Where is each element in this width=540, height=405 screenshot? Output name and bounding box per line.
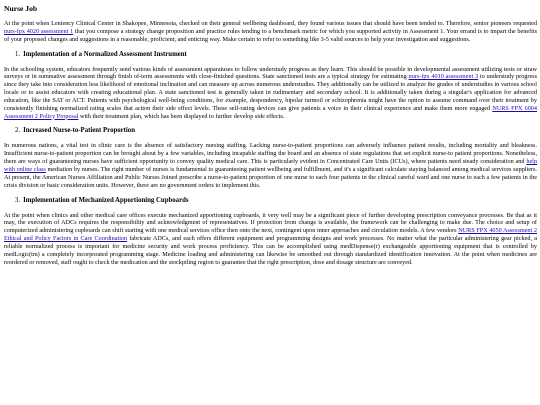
link-nurs-fpx-4050-assessment-2[interactable]: NURS FPX 4050 Assessment 2 Ethical and Policy Factors in Care Coordination bbox=[4, 227, 537, 243]
section-heading-text: Increased Nurse-to-Patient Proportion bbox=[23, 127, 135, 135]
paragraph-text: with their treatment plan, which has been displayed to further develop side effects. bbox=[78, 112, 285, 120]
link-nurs-fpx-4010-assessment-3[interactable]: nurs-fpx 4010 assessment 3 bbox=[408, 73, 479, 81]
section-3-heading bbox=[15, 197, 537, 205]
paragraph-text: to understudy progress since they take into consideration less likelihood of emotional inclination and can measure up across numerous understudies. They additionally can be utilized to analyze the grades of understudies in various school locale or to assist educators with creating educational plan. A state sanctioned test is generally taken in rudimentary and secondary school. It is additionally taken during a singular's application for advanced education, like the SAT or ACT. Patients with psychological well-being conditions, for example, despondency, bipolar turmoil or schizophrenia might have the option to assume command over their treatment by consistently finishing normalized rating scales that action their side effect levels. These self-rating devices can give patients a voice in their clinical experience and make them more engaged bbox=[4, 73, 538, 112]
paragraph-text: In numerous nations, a vital test in clinic care is the absence of satisfactory nursing staffing. Lacking nurse-to-patient proportions can adversely influence patient results, including mortality and bleakness. Insufficient nurse-to-patient proportion can be brought about by a few variables, including incapable staffing the board and an absence of state regulations that set explicit nurse-to patient proportions. Nonetheless, there are ways of guaranteeing nurses have sufficient opportunity to convey quality medical care. This is particularly evident in Concentrated Care Units (ICUs), where patients need steady consideration and bbox=[4, 142, 537, 166]
intro-text: that you compose a strategy change proposition and practice rules tending to a benchmark metric for which you supported activity in Assessment 1. Your errand is to impart the benefits of your proposed changes and suggestions in a reasonable, proficient, and enticing way. Make certain to refer to something like 3-5 valid sources to help your investigation and suggestions. bbox=[4, 27, 537, 43]
section-2-heading bbox=[15, 127, 537, 135]
section-1-paragraph bbox=[4, 66, 537, 121]
paragraph-text: mediation by nurses. The right number of nurses is fundamental to guaranteeing patient wellbeing and fulfillment, and it's a significant calculate staying balanced among medical services suppliers. At present, the American Nurses Affiliation and Public Nurses Joined prescribe a nurse-to-patient proportion of one nurse to each four patients in the clinical careful ward and one nurse to each a few patients in the crisis division or basic consideration units. However, there are no government orders to implement this. bbox=[4, 165, 537, 189]
link-nurs-fpx-6004-assessment-2[interactable]: NURS FPX 6004 Assessment 2 Policy Proposal bbox=[4, 104, 537, 120]
link-help-with-online-class[interactable]: help with online class bbox=[4, 158, 537, 173]
section-number: 3. bbox=[15, 196, 21, 204]
section-1-heading bbox=[15, 51, 537, 59]
section-2-paragraph bbox=[4, 142, 537, 189]
intro-text: At the point when Leniency Clinical Center in Shakopee, Minnesota, checked on their general wellbeing dashboard, they found various issues that should have been tended to. Therefore, senior pioneers requested bbox=[4, 20, 537, 27]
link-nurs-fpx-4020-assessment-1[interactable]: nurs-fpx 4020 assessment 1 bbox=[4, 27, 74, 35]
intro-paragraph bbox=[4, 20, 537, 44]
section-heading-text: Implementation of Mechanized Apportioning Cupboards bbox=[23, 196, 189, 204]
paragraph-text: fabricate ADCs, and each offers different equipment and programming designs and work processes. No matter what the particular administering gear picked, a reliable normalized process is important for medicine security and work process proficiency. This can be accomplished using medDispense(r) exchangeable apportioning equipment that is controlled by medLogic(tm) a completely incorporated programming stage. Medicine loading and administering can likewise be smoothed out through standardized identification innovation. At the point when medicines are reordered or removed, staff ought to check the medication and the stockpiling region to guarantee that the right prescription, dose and dosage structure are conveyed. bbox=[4, 235, 537, 266]
section-number: 1. bbox=[15, 50, 21, 58]
paragraph-text: At the point when clinics and other medical care offices execute mechanized apportioning cupboards, it very well may be a significant piece of further developing prescription conveyance processes. Be that as it may, the execution of ADCs requires the responsibility and acknowledgment of representatives. If protection from change is available, the framework can be challenging to make due. The choice and setup of computerized administering cupboards can shift starting with one medical services office then onto the next, contingent upon inner approaches and circulation models. A few vendors bbox=[4, 211, 537, 235]
paragraph-text: In the schooling system, educators frequently send various kinds of assessment apparatuses to follow understudy progress as they learn. This should be possible in developmental assessment utilizing tests or straw surveys or in summative assessment through finish of-term assessments with close-finished questions. State sanctioned tests are a typical strategy for estimating bbox=[4, 65, 537, 81]
section-heading-text: Implementation of a Normalized Assessment Instrument bbox=[23, 50, 187, 58]
document-title: Nurse Job bbox=[4, 4, 38, 13]
section-number: 2. bbox=[15, 127, 21, 135]
section-3-paragraph bbox=[4, 212, 537, 267]
